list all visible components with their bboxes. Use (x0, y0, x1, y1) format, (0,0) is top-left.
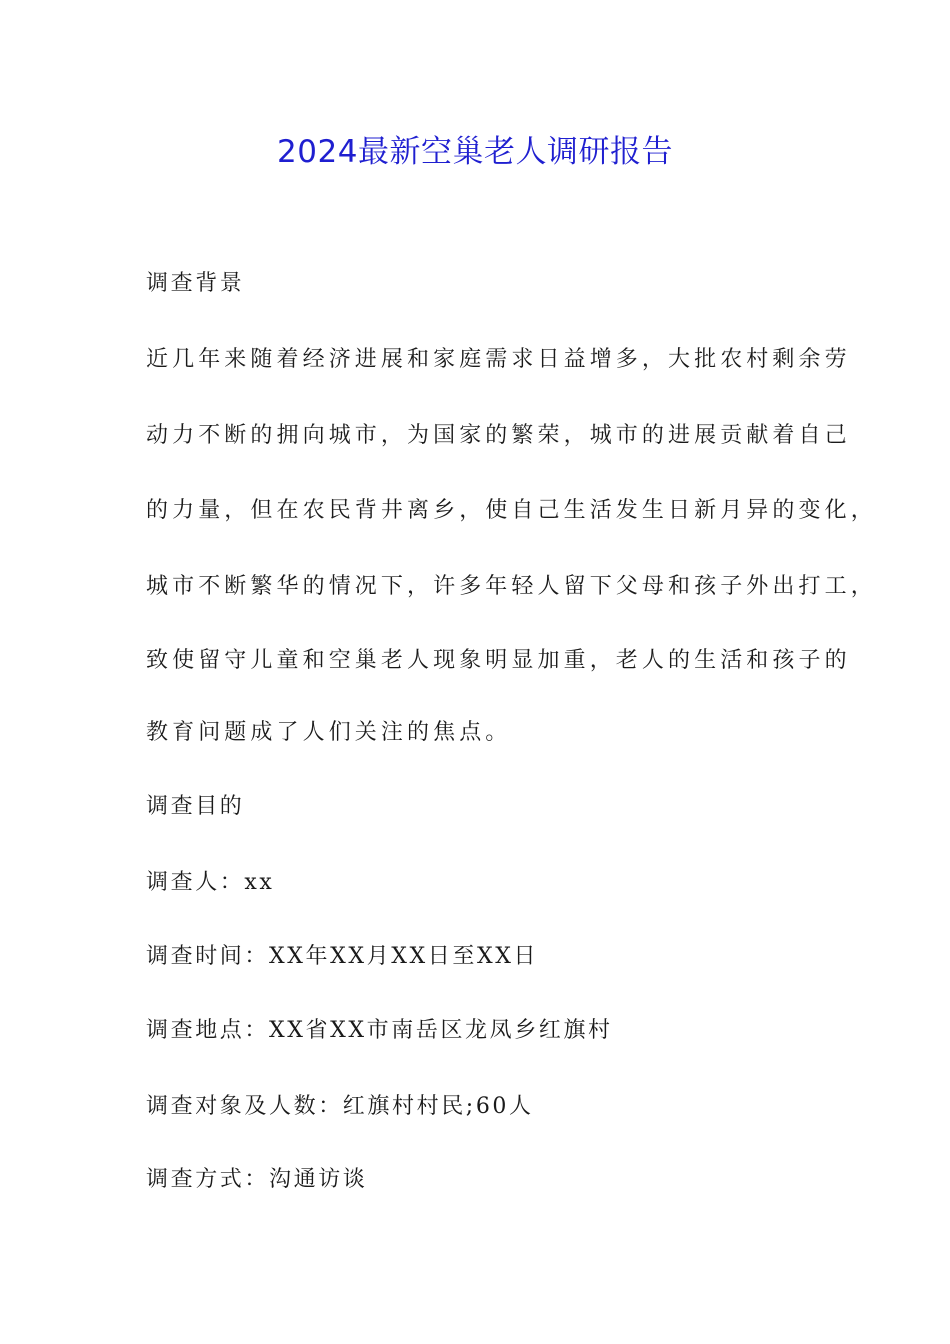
paragraph-line: 教育问题成了人们关注的焦点。 (146, 720, 512, 745)
method-line: 调查方式：沟通访谈 (146, 1167, 368, 1192)
paragraph-line: 近几年来随着经济进展和家庭需求日益增多，大批农村剩余劳 (146, 347, 851, 372)
subjects-line: 调查对象及人数：红旗村村民;60人 (146, 1094, 534, 1119)
paragraph-line: 致使留守儿童和空巢老人现象明显加重，老人的生活和孩子的 (146, 648, 851, 673)
section-heading-background: 调查背景 (146, 271, 245, 296)
time-line: 调查时间：XX年XX月XX日至XX日 (146, 944, 539, 969)
paragraph-line: 城市不断繁华的情况下，许多年轻人留下父母和孩子外出打工， (146, 574, 877, 599)
paragraph-line: 的力量，但在农民背井离乡，使自己生活发生日新月异的变化， (146, 498, 877, 523)
section-heading-purpose: 调查目的 (146, 794, 245, 819)
location-line: 调查地点：XX省XX市南岳区龙凤乡红旗村 (146, 1018, 613, 1043)
paragraph-line: 动力不断的拥向城市，为国家的繁荣，城市的进展贡献着自己 (146, 423, 851, 448)
page-title: 2024最新空巢老人调研报告 (277, 134, 673, 170)
investigator-line: 调查人：xx (146, 870, 275, 895)
